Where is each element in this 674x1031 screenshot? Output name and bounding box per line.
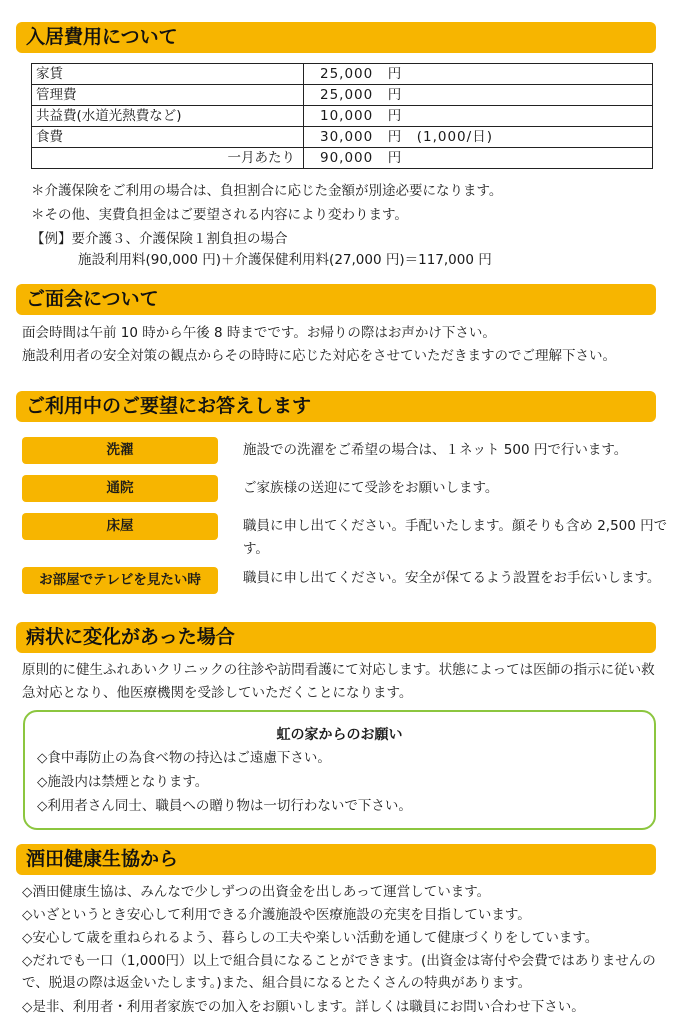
fee-label: 共益費(水道光熱費など) — [32, 106, 304, 127]
table-row — [32, 106, 653, 127]
section-heading-requests: ご利用中のご要望にお答えします — [16, 391, 656, 422]
coop-item: ◇いざというとき安心して利用できる介護施設や医療施設の充実を目指しています。 — [22, 907, 531, 923]
rainbow-title: 虹の家からのお願い — [276, 727, 403, 743]
fee-label: 家賃 — [32, 64, 304, 85]
section-heading-fees: 入居費用について — [16, 22, 656, 53]
section-heading-illness: 病状に変化があった場合 — [16, 622, 656, 653]
coop-item: ◇だれでも一口（1,000円）以上で組合員になることができます。(出資金は寄付や会費ではありませんので、脱退の際は返金いたします。)また、組合員になるとたくさんの特典があります。 — [22, 953, 656, 991]
table-row — [32, 127, 653, 148]
service-text-barber: 職員に申し出てください。手配いたします。顔そりも含め 2,500 円です。 — [243, 518, 668, 557]
service-tag-hospital: 通院 — [22, 475, 218, 502]
rainbow-item: ◇食中毒防止の為食べ物の持込はご遠慮下さい。 — [37, 750, 331, 766]
total-label: 一月あたり — [32, 148, 304, 169]
rainbow-request-box — [23, 710, 656, 830]
rainbow-item: ◇施設内は禁煙となります。 — [37, 774, 209, 790]
fee-example-heading: 【例】要介護３、介護保険１割負担の場合 — [31, 231, 288, 247]
fee-value: 25,000 円 — [304, 64, 653, 85]
illness-text: 原則的に健生ふれあいクリニックの往診や訪問看護にて対応します。状態によっては医師の指示に従い救急対応となり、他医療機関を受診していただくことになります。 — [22, 662, 655, 701]
service-text-laundry: 施設での洗濯をご希望の場合は、１ネット 500 円で行います。 — [243, 442, 628, 458]
coop-item: ◇是非、利用者・利用者家族での加入をお願いします。詳しくは職員にお問い合わせ下さい。 — [22, 999, 585, 1015]
service-tag-barber: 床屋 — [22, 513, 218, 540]
service-tag-tv: お部屋でテレビを見たい時 — [22, 567, 218, 594]
section-heading-visit: ご面会について — [16, 284, 656, 315]
table-row — [32, 64, 653, 85]
fee-note: ＊介護保険をご利用の場合は、負担割合に応じた金額が別途必要になります。 — [31, 183, 503, 199]
service-text-tv: 職員に申し出てください。安全が保てるよう設置をお手伝いします。 — [243, 570, 661, 586]
visit-text-1: 面会時間は午前 10 時から午後 8 時までです。お帰りの際はお声かけ下さい。 — [22, 325, 496, 341]
fee-value: 10,000 円 — [304, 106, 653, 127]
fee-value: 25,000 円 — [304, 85, 653, 106]
total-value: 90,000 円 — [304, 148, 653, 169]
coop-item: ◇安心して歳を重ねられるよう、暮らしの工夫や楽しい活動を通して健康づくりをしています。 — [22, 930, 599, 946]
table-row — [32, 85, 653, 106]
visit-text-2: 施設利用者の安全対策の観点からその時時に応じた対応をさせていただきますのでご理解下さい。 — [22, 348, 616, 364]
section-heading-coop: 酒田健康生協から — [16, 844, 656, 875]
coop-item: ◇酒田健康生協は、みんなで少しずつの出資金を出しあって運営しています。 — [22, 884, 491, 900]
fee-label: 管理費 — [32, 85, 304, 106]
table-row-total — [32, 148, 653, 169]
fee-note: ＊その他、実費負担金はご要望される内容により変わります。 — [31, 207, 408, 223]
fees-table — [31, 63, 653, 169]
fee-example-formula: 施設利用料(90,000 円)＋介護保健利用料(27,000 円)＝117,000 円 — [78, 252, 492, 268]
service-tag-laundry: 洗濯 — [22, 437, 218, 464]
fee-label: 食費 — [32, 127, 304, 148]
rainbow-item: ◇利用者さん同士、職員への贈り物は一切行わないで下さい。 — [37, 798, 412, 814]
fee-value: 30,000 円 (1,000/日) — [304, 127, 653, 148]
service-text-hospital: ご家族様の送迎にて受診をお願いします。 — [243, 480, 499, 496]
